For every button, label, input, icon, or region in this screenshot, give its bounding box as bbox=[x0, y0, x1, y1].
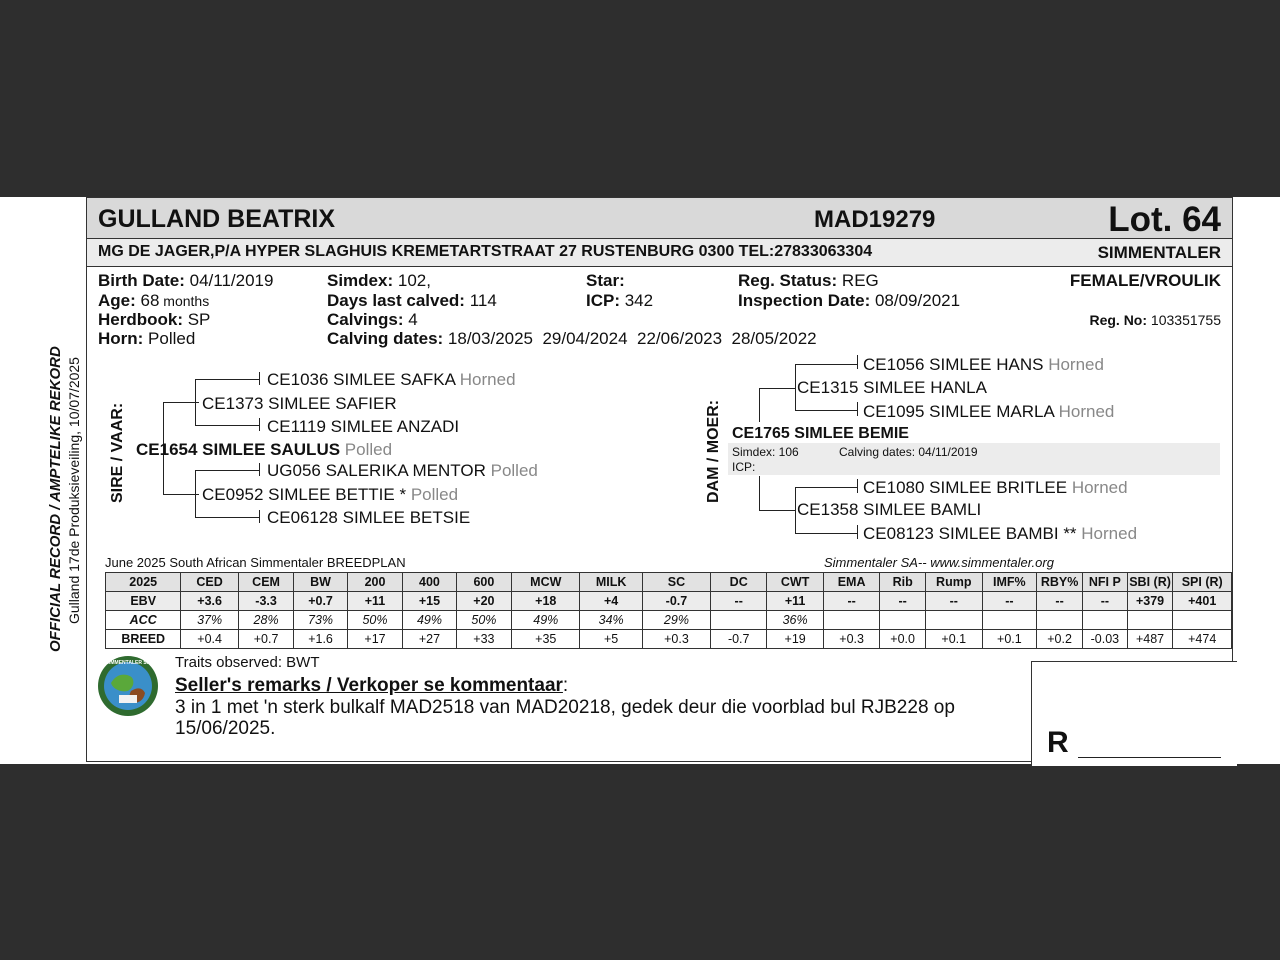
acc-cell-3: 73% bbox=[294, 611, 347, 630]
acc-cell-16 bbox=[1037, 611, 1083, 630]
headers-cell-13: Rib bbox=[880, 573, 926, 592]
sire-dam-dam: CE06128 SIMLEE BETSIE bbox=[267, 508, 471, 527]
breed-cell-9: +0.3 bbox=[642, 630, 710, 649]
dam-sire-sire: CE1056 SIMLEE HANS Horned bbox=[863, 355, 1104, 374]
headers-cell-19: SPI (R) bbox=[1173, 573, 1232, 592]
ebv-cell-17: -- bbox=[1083, 592, 1128, 611]
simdex: Simdex: 102, bbox=[327, 271, 431, 290]
breed-cell-0: BREED bbox=[106, 630, 181, 649]
sale-name-label: Gulland 17de Produksieveiling, 10/07/2025 bbox=[66, 357, 82, 624]
dam-sire-dam: CE1095 SIMLEE MARLA Horned bbox=[863, 402, 1115, 421]
breed-cell-8: +5 bbox=[580, 630, 642, 649]
remarks-line-2: 15/06/2025. bbox=[175, 718, 276, 739]
acc-cell-5: 49% bbox=[403, 611, 456, 630]
acc-cell-6: 50% bbox=[456, 611, 511, 630]
breed-cell-15: +0.1 bbox=[982, 630, 1037, 649]
inspection-date: Inspection Date: 08/09/2021 bbox=[738, 291, 961, 310]
acc-cell-0: ACC bbox=[106, 611, 181, 630]
ebv-cell-19: +401 bbox=[1173, 592, 1232, 611]
headers-cell-3: BW bbox=[294, 573, 347, 592]
ebv-cell-8: +4 bbox=[580, 592, 642, 611]
sire-sire-dam: CE1119 SIMLEE ANZADI bbox=[267, 417, 460, 436]
headers-cell-14: Rump bbox=[925, 573, 982, 592]
simmentaler-logo bbox=[97, 655, 159, 717]
headers-cell-7: MCW bbox=[512, 573, 580, 592]
headers-cell-15: IMF% bbox=[982, 573, 1037, 592]
reg-number: Reg. No: 103351755 bbox=[1089, 312, 1221, 328]
ebv-cell-13: -- bbox=[880, 592, 926, 611]
acc-cell-9: 29% bbox=[642, 611, 710, 630]
headers-cell-5: 400 bbox=[403, 573, 456, 592]
headers-cell-10: DC bbox=[711, 573, 767, 592]
breedplan-table bbox=[105, 572, 1232, 649]
headers-cell-18: SBI (R) bbox=[1127, 573, 1173, 592]
price-box bbox=[1031, 661, 1237, 766]
birth-date: Birth Date: 04/11/2019 bbox=[98, 271, 274, 290]
breed-cell-12: +0.3 bbox=[823, 630, 879, 649]
dam-name: CE1765 SIMLEE BEMIE bbox=[732, 425, 909, 442]
sire-name: CE1654 SIMLEE SAULUS Polled bbox=[136, 440, 393, 459]
breed-cell-1: +0.4 bbox=[181, 630, 238, 649]
lot-card bbox=[86, 197, 1233, 762]
ebv-cell-2: -3.3 bbox=[238, 592, 293, 611]
headers-cell-2: CEM bbox=[238, 573, 293, 592]
horn: Horn: Polled bbox=[98, 329, 196, 348]
breed-cell-11: +19 bbox=[767, 630, 823, 649]
days-last-calved: Days last calved: 114 bbox=[327, 291, 497, 310]
breed-cell-18: +487 bbox=[1127, 630, 1173, 649]
ebv-row bbox=[106, 592, 1232, 611]
headers-cell-12: EMA bbox=[823, 573, 879, 592]
headers-cell-6: 600 bbox=[456, 573, 511, 592]
breed-cell-6: +33 bbox=[456, 630, 511, 649]
owner-bar bbox=[87, 239, 1232, 267]
remarks-line-1: 3 in 1 met 'n sterk bulkalf MAD2518 van MAD20218, gedek deur die voorblad bul RJB228 op bbox=[175, 697, 955, 718]
acc-cell-18 bbox=[1127, 611, 1173, 630]
ebv-cell-15: -- bbox=[982, 592, 1037, 611]
acc-cell-11: 36% bbox=[767, 611, 823, 630]
headers-cell-1: CED bbox=[181, 573, 238, 592]
acc-cell-8: 34% bbox=[580, 611, 642, 630]
ebv-cell-14: -- bbox=[925, 592, 982, 611]
svg-text:SIMMENTALER SA: SIMMENTALER SA bbox=[105, 660, 151, 666]
headers-cell-11: CWT bbox=[767, 573, 823, 592]
breed-cell-4: +17 bbox=[347, 630, 402, 649]
acc-cell-10 bbox=[711, 611, 767, 630]
breedplan-title: June 2025 South African Simmentaler BREEDPLAN bbox=[105, 555, 406, 570]
acc-cell-1: 37% bbox=[181, 611, 238, 630]
acc-cell-13 bbox=[880, 611, 926, 630]
acc-cell-4: 50% bbox=[347, 611, 402, 630]
animal-name: GULLAND BEATRIX bbox=[98, 205, 336, 233]
breed-cell-19: +474 bbox=[1173, 630, 1232, 649]
acc-cell-15 bbox=[982, 611, 1037, 630]
breed-cell-13: +0.0 bbox=[880, 630, 926, 649]
breed-cell-2: +0.7 bbox=[238, 630, 293, 649]
headers-cell-4: 200 bbox=[347, 573, 402, 592]
acc-cell-2: 28% bbox=[238, 611, 293, 630]
reg-status: Reg. Status: REG bbox=[738, 271, 879, 290]
calving-dates: Calving dates: 18/03/2025 29/04/2024 22/06/2023 28/05/2022 bbox=[327, 329, 817, 348]
breed-cell-16: +0.2 bbox=[1037, 630, 1083, 649]
ebv-cell-12: -- bbox=[823, 592, 879, 611]
dam-dam-dam: CE08123 SIMLEE BAMBI ** Horned bbox=[863, 524, 1138, 543]
dam-sire: CE1315 SIMLEE HANLA bbox=[797, 378, 987, 397]
acc-cell-7: 49% bbox=[512, 611, 580, 630]
acc-row bbox=[106, 611, 1232, 630]
owner-info: MG DE JAGER,P/A HYPER SLAGHUIS KREMETARTSTRAAT 27 RUSTENBURG 0300 TEL:27833063304 bbox=[98, 243, 873, 260]
acc-cell-14 bbox=[925, 611, 982, 630]
sire-dam: CE0952 SIMLEE BETTIE * Polled bbox=[202, 485, 459, 504]
calvings: Calvings: 4 bbox=[327, 310, 418, 329]
breed-cell-14: +0.1 bbox=[925, 630, 982, 649]
breed-row bbox=[106, 630, 1232, 649]
sire-dam-sire: UG056 SALERIKA MENTOR Polled bbox=[267, 461, 538, 480]
animal-id: MAD19279 bbox=[814, 206, 936, 233]
title-bar bbox=[87, 198, 1232, 239]
dam-info-box: Simdex: 106 Calving dates: 04/11/2019 ICP: bbox=[728, 443, 1220, 475]
sire-sire-sire: CE1036 SIMLEE SAFKA Horned bbox=[267, 370, 516, 389]
catalogue-page bbox=[0, 197, 1280, 764]
breed-cell-17: -0.03 bbox=[1083, 630, 1128, 649]
acc-cell-19 bbox=[1173, 611, 1232, 630]
breed-cell-7: +35 bbox=[512, 630, 580, 649]
sex-label: FEMALE/VROULIK bbox=[1069, 271, 1221, 290]
breed-cell-3: +1.6 bbox=[294, 630, 347, 649]
headers-cell-8: MILK bbox=[580, 573, 642, 592]
ebv-cell-4: +11 bbox=[347, 592, 402, 611]
header-row bbox=[106, 573, 1232, 592]
dam-label: DAM / MOER: bbox=[705, 399, 722, 503]
price-currency: R bbox=[1047, 726, 1069, 759]
ebv-cell-11: +11 bbox=[767, 592, 823, 611]
price-input-line[interactable] bbox=[1078, 757, 1221, 758]
ebv-cell-5: +15 bbox=[403, 592, 456, 611]
sire-sire: CE1373 SIMLEE SAFIER bbox=[202, 394, 397, 413]
breed-label: SIMMENTALER bbox=[1097, 243, 1221, 262]
headers-cell-0: 2025 bbox=[106, 573, 181, 592]
ebv-cell-0: EBV bbox=[106, 592, 181, 611]
age: Age: 68 months bbox=[98, 291, 210, 310]
ebv-cell-1: +3.6 bbox=[181, 592, 238, 611]
acc-cell-17 bbox=[1083, 611, 1128, 630]
breed-cell-5: +27 bbox=[403, 630, 456, 649]
lot-number: Lot. 64 bbox=[1108, 200, 1221, 239]
headers-cell-16: RBY% bbox=[1037, 573, 1083, 592]
ebv-cell-18: +379 bbox=[1127, 592, 1173, 611]
breedplan-website: Simmentaler SA-- www.simmentaler.org bbox=[824, 555, 1054, 570]
icp: ICP: 342 bbox=[586, 291, 654, 310]
ebv-cell-7: +18 bbox=[512, 592, 580, 611]
ebv-cell-9: -0.7 bbox=[642, 592, 710, 611]
headers-cell-17: NFI P bbox=[1083, 573, 1128, 592]
remarks-heading: Seller's remarks / Verkoper se kommentaar: bbox=[175, 675, 569, 696]
ebv-cell-6: +20 bbox=[456, 592, 511, 611]
star: Star: bbox=[586, 271, 625, 290]
official-record-label: OFFICIAL RECORD / AMPTELIKE REKORD bbox=[47, 346, 64, 652]
breed-cell-10: -0.7 bbox=[711, 630, 767, 649]
dam-dam: CE1358 SIMLEE BAMLI bbox=[797, 500, 982, 519]
sire-label: SIRE / VAAR: bbox=[109, 402, 126, 503]
herdbook: Herdbook: SP bbox=[98, 310, 211, 329]
ebv-cell-16: -- bbox=[1037, 592, 1083, 611]
traits-observed: Traits observed: BWT bbox=[175, 654, 320, 671]
dam-dam-sire: CE1080 SIMLEE BRITLEE Horned bbox=[863, 478, 1128, 497]
acc-cell-12 bbox=[823, 611, 879, 630]
headers-cell-9: SC bbox=[642, 573, 710, 592]
ebv-cell-3: +0.7 bbox=[294, 592, 347, 611]
ebv-cell-10: -- bbox=[711, 592, 767, 611]
